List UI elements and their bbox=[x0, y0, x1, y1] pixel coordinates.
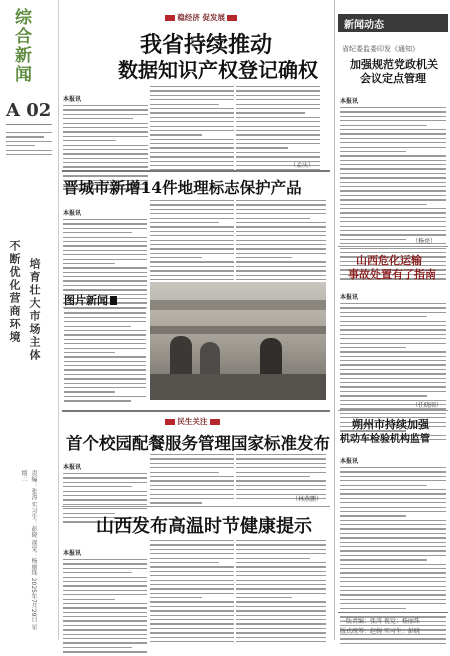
article3-lead-label: 本报讯 bbox=[63, 464, 82, 471]
article3-headline: 首个校园配餐服务管理国家标准发布 bbox=[66, 434, 330, 453]
slogan-left: 不断优化营商环境 bbox=[8, 240, 21, 344]
slogan-right: 培育壮大市场主体 bbox=[28, 258, 41, 362]
right-divider-2 bbox=[338, 410, 448, 411]
article4-body-col2 bbox=[150, 540, 234, 645]
slogan-box bbox=[4, 240, 56, 380]
right-item2-headline-1: 山西危化运输 bbox=[356, 254, 422, 267]
left-sidebar bbox=[0, 0, 58, 640]
right-item3-headline-2: 机动车检验机构监管 bbox=[340, 434, 430, 445]
article4-headline: 山西发布高温时节健康提示 bbox=[96, 516, 312, 537]
article1-lead-label: 本报讯 bbox=[63, 96, 82, 103]
right-item1-kicker: 省纪委监委印发《通知》 bbox=[342, 45, 419, 53]
article2-headline: 晋城市新增14件地理标志保护产品 bbox=[63, 178, 302, 197]
article3-kicker: 民生关注 bbox=[165, 416, 220, 427]
divider-2 bbox=[62, 410, 330, 412]
sidebar-footer: 责编：张涛 实习生：彭晓 视觉：杨丽珠 2025年7月29日 星期二 bbox=[20, 470, 37, 631]
right-column-rule bbox=[334, 0, 335, 640]
section-title: 综合新闻 bbox=[11, 8, 31, 84]
photo-shelf-2 bbox=[150, 326, 326, 334]
divider-3 bbox=[62, 506, 330, 507]
page-number: A 02 bbox=[6, 100, 52, 121]
kicker-bar-left bbox=[165, 15, 175, 21]
photo-shelf-1 bbox=[150, 300, 326, 310]
right-item2-byline: （任晓雨） bbox=[412, 402, 443, 409]
article1-kicker: 稳经济 促发展 bbox=[165, 12, 237, 23]
sidebar-lines bbox=[6, 132, 52, 158]
photo-news-label: 图片新闻 bbox=[64, 292, 117, 308]
right-column-header: 新闻动态 bbox=[338, 14, 448, 32]
photo-counter bbox=[150, 374, 326, 400]
right-footer-rule bbox=[338, 612, 448, 613]
article4-body-col3 bbox=[236, 540, 326, 645]
news-photo bbox=[150, 282, 326, 400]
article2-lead-label: 本报讯 bbox=[63, 210, 82, 217]
right-divider-1 bbox=[338, 246, 448, 247]
right-item2-lead-label: 本报讯 bbox=[340, 294, 359, 301]
kicker-bar-right bbox=[227, 15, 237, 21]
right-footer: 一版责编：张涛 视觉：杨丽珠 bbox=[340, 618, 420, 625]
article4-lead-label: 本报讯 bbox=[63, 550, 82, 557]
article4-body-col1 bbox=[63, 540, 147, 656]
right-item1-byline: （杨亮） bbox=[412, 238, 437, 245]
photo-caption bbox=[64, 308, 146, 405]
right-item3-lead-label: 本报讯 bbox=[340, 458, 359, 465]
kicker-bar-left-2 bbox=[165, 419, 175, 425]
article3-body-col2 bbox=[150, 454, 234, 507]
article3-byline: （林燕鹏） bbox=[292, 496, 323, 503]
right-item1-lead-label: 本报讯 bbox=[340, 98, 359, 105]
photo-label-mark bbox=[110, 296, 117, 305]
right-item1-headline-1: 加强规范党政机关 bbox=[350, 58, 438, 71]
article1-headline-2: 数据知识产权登记确权 bbox=[118, 58, 318, 82]
divider-1 bbox=[62, 170, 330, 172]
sidebar-divider bbox=[6, 124, 52, 125]
right-item2-headline-2: 事故处置有了指南 bbox=[348, 268, 436, 281]
right-item1-headline-2: 会议定点管理 bbox=[360, 72, 426, 85]
article1-body-col2 bbox=[150, 86, 234, 174]
right-footer-2: 版式统筹：赵婉 实习生：彭晓 bbox=[340, 628, 420, 635]
article1-headline-1: 我省持续推动 bbox=[140, 32, 273, 58]
kicker-bar-right-2 bbox=[210, 419, 220, 425]
right-item3-headline-1: 朔州市持续加强 bbox=[352, 418, 429, 431]
article1-byline: （孟庆） bbox=[290, 162, 315, 169]
sidebar-rule bbox=[58, 0, 59, 640]
